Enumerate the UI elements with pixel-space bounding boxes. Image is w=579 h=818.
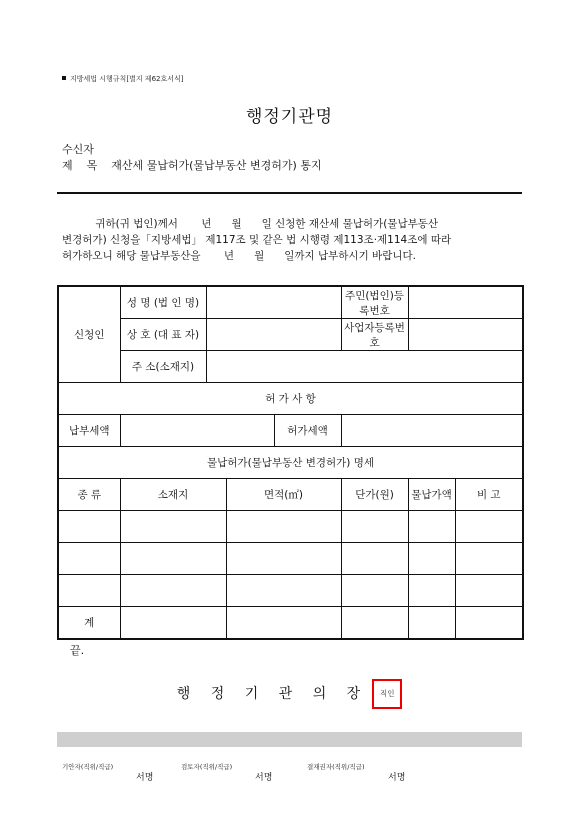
permit-section-header: 허 가 사 항 — [58, 383, 523, 415]
table-row — [58, 575, 523, 607]
tax-paid-field[interactable] — [120, 415, 274, 447]
table-cell[interactable] — [58, 511, 120, 543]
table-cell[interactable] — [226, 575, 341, 607]
total-row — [58, 607, 523, 640]
approver-signature: 서명 — [388, 773, 406, 783]
trade-name-label: 상 호 (대 표 자) — [120, 319, 206, 351]
tax-paid-label: 납부세액 — [58, 415, 120, 447]
table-cell[interactable] — [455, 543, 523, 575]
reviewer-signature: 서명 — [255, 773, 273, 783]
resident-no-field[interactable] — [408, 286, 523, 319]
official-seal-box: 직인 — [372, 679, 402, 709]
drafter-label: 기안자(직위/직급) — [62, 763, 114, 771]
form-id-text: 지방세법 시행규칙[별지 제62호서식] — [70, 75, 184, 83]
detail-header-row — [58, 479, 523, 511]
detail-section-header: 물납허가(물납부동산 변경허가) 명세 — [58, 447, 523, 479]
table-cell[interactable] — [226, 511, 341, 543]
org-head-title: 행 정 기 관 의 장 — [176, 686, 369, 702]
subject-line — [62, 157, 322, 173]
table-cell[interactable] — [58, 575, 120, 607]
drafter-signature: 서명 — [136, 773, 154, 783]
table-cell[interactable] — [408, 607, 455, 640]
col-header-remarks: 비 고 — [455, 479, 523, 511]
table-cell[interactable] — [341, 543, 408, 575]
col-header-location: 소재지 — [120, 479, 226, 511]
resident-no-label: 주민(법인)등록번호 — [341, 286, 408, 319]
table-cell[interactable] — [455, 607, 523, 640]
body-line-3: 허가하오니 해당 물납부동산을 년 월 일까지 납부하시기 바랍니다. — [62, 250, 416, 262]
table-cell[interactable] — [120, 543, 226, 575]
col-header-value: 물납가액 — [408, 479, 455, 511]
applicant-label: 신청인 — [58, 286, 120, 383]
approver-label: 결재권자(직위/직급) — [307, 763, 365, 771]
trade-name-field[interactable] — [206, 319, 341, 351]
permit-tax-label: 허가세액 — [274, 415, 341, 447]
table-cell[interactable] — [341, 511, 408, 543]
address-field[interactable] — [206, 351, 523, 383]
permit-tax-field[interactable] — [341, 415, 523, 447]
body-line-2: 변경허가) 신청을「지방세법」 제117조 및 같은 법 시행령 제113조·제114조에 따라 — [62, 234, 452, 246]
organization-head-signature — [0, 679, 579, 709]
table-cell[interactable] — [120, 575, 226, 607]
footer-bar — [57, 732, 522, 747]
table-cell[interactable] — [455, 511, 523, 543]
reviewer-label: 검토자(직위/직급) — [181, 763, 233, 771]
table-cell[interactable] — [226, 543, 341, 575]
form-identifier — [62, 74, 184, 84]
notice-body — [62, 216, 520, 264]
table-cell[interactable] — [120, 607, 226, 640]
table-cell[interactable] — [58, 543, 120, 575]
table-cell[interactable] — [408, 511, 455, 543]
subject-text: 재산세 물납허가(물납부동산 변경허가) 통지 — [111, 159, 322, 172]
col-header-area: 면적(㎡) — [226, 479, 341, 511]
col-header-unit-price: 단가(원) — [341, 479, 408, 511]
table-row — [58, 511, 523, 543]
table-cell[interactable] — [341, 575, 408, 607]
table-row — [58, 543, 523, 575]
document-title: 행정기관명 — [245, 107, 334, 127]
recipient-label: 수신자 — [62, 143, 94, 156]
permit-form-table — [57, 285, 524, 640]
header-divider — [57, 192, 522, 194]
bullet-square-icon — [62, 76, 66, 80]
table-cell[interactable] — [455, 575, 523, 607]
business-no-label: 사업자등록번호 — [341, 319, 408, 351]
table-cell[interactable] — [341, 607, 408, 640]
body-line-1: 귀하(귀 법인)께서 년 월 일 신청한 재산세 물납허가(물납부동산 — [62, 218, 439, 230]
table-cell[interactable] — [120, 511, 226, 543]
name-label: 성 명 (법 인 명) — [120, 286, 206, 319]
col-header-type: 종 류 — [58, 479, 120, 511]
table-cell[interactable] — [408, 543, 455, 575]
business-no-field[interactable] — [408, 319, 523, 351]
end-mark: 끝. — [70, 644, 85, 657]
table-cell[interactable] — [226, 607, 341, 640]
subject-label: 제 목 — [62, 159, 98, 172]
table-cell[interactable] — [408, 575, 455, 607]
address-label: 주 소(소재지) — [120, 351, 206, 383]
name-field[interactable] — [206, 286, 341, 319]
total-label: 계 — [58, 607, 120, 640]
